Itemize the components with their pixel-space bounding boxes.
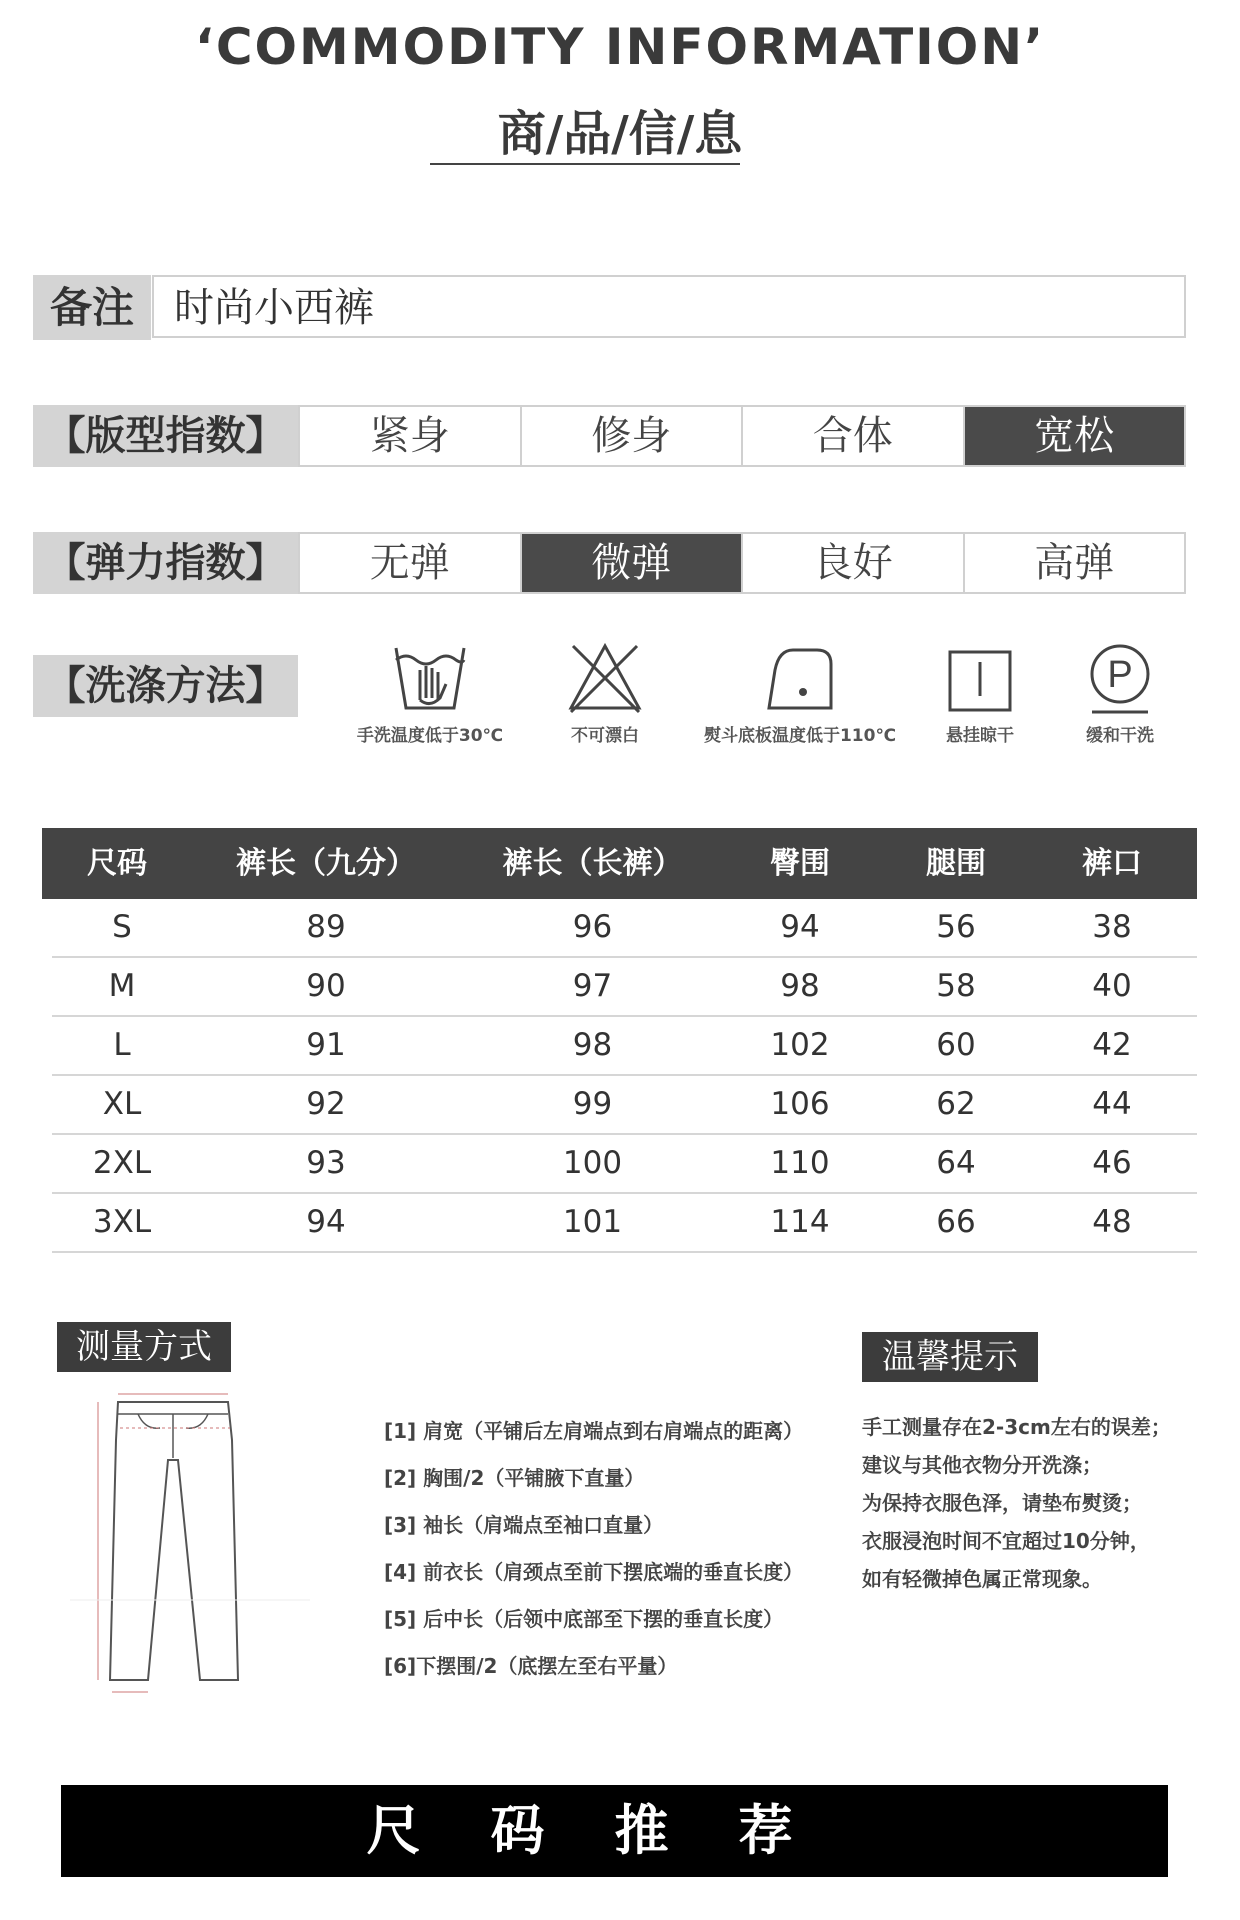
wash-label: 【洗涤方法】 [33, 655, 298, 717]
cell-size: M [108, 968, 136, 1004]
measure-label: 测量方式 [57, 1322, 231, 1372]
wash-caption-iron: 熨斗底板温度低于110℃ [703, 726, 897, 746]
pants-diagram [60, 1380, 320, 1710]
stretch-index-options [298, 532, 1186, 594]
cell-length-full: 97 [572, 968, 613, 1004]
cell-length-full: 96 [572, 909, 613, 945]
cell-hip: 98 [780, 968, 820, 1004]
cell-size: XL [102, 1086, 142, 1122]
cell-hip: 110 [770, 1145, 830, 1181]
header-length-cropped: 裤长（九分） [236, 846, 416, 881]
cell-hem: 38 [1092, 909, 1132, 945]
cell-thigh: 64 [936, 1145, 976, 1181]
cell-hip: 94 [780, 909, 820, 945]
stretch-option-slight: 微弹 [522, 534, 744, 592]
table-row [52, 1194, 1197, 1253]
measure-item: [2] 胸围/2（平铺腋下直量） [384, 1466, 645, 1490]
cell-length-cropped: 89 [306, 909, 346, 945]
cell-thigh: 62 [936, 1086, 976, 1122]
cell-length-full: 98 [572, 1027, 613, 1063]
tips-label: 温馨提示 [862, 1332, 1038, 1382]
fit-index-label: 【版型指数】 [33, 405, 298, 467]
stretch-option-none: 无弹 [300, 534, 522, 592]
fit-option-tight: 紧身 [300, 407, 522, 465]
wash-item-hand [350, 640, 510, 746]
measure-item: [1] 肩宽（平铺后左肩端点到右肩端点的距离） [384, 1419, 804, 1443]
tip-line: 建议与其他衣物分开洗涤； [862, 1453, 1102, 1477]
fit-option-slim: 修身 [522, 407, 744, 465]
dry-clean-icon [1080, 640, 1160, 715]
size-recommend-banner: 尺码推荐 [61, 1785, 1168, 1877]
header-size: 尺码 [87, 846, 147, 881]
cell-size: L [113, 1027, 131, 1063]
cell-hem: 46 [1092, 1145, 1132, 1181]
cell-thigh: 56 [936, 909, 976, 945]
remark-label: 备注 [33, 275, 151, 340]
title-chinese: 商/品/信/息 [497, 106, 743, 162]
header-thigh: 腿围 [926, 846, 986, 881]
wash-item-hang [920, 640, 1040, 746]
stretch-option-high: 高弹 [1034, 540, 1115, 586]
wash-caption-hang: 悬挂晾干 [946, 726, 1014, 746]
cell-thigh: 60 [936, 1027, 976, 1063]
table-row [52, 1076, 1197, 1135]
remark-value: 时尚小西裤 [152, 275, 1186, 338]
fit-option-regular: 合体 [743, 407, 965, 465]
iron-icon [755, 640, 845, 715]
header-hip: 臀围 [770, 846, 830, 881]
fit-option-loose: 宽松 [965, 407, 1185, 465]
wash-caption-bleach: 不可漂白 [571, 726, 639, 746]
table-row [52, 1017, 1197, 1076]
cell-hip: 114 [770, 1204, 830, 1240]
cell-size: 3XL [92, 1204, 152, 1240]
tips-list [862, 1408, 1171, 1598]
cell-hem: 44 [1092, 1086, 1132, 1122]
table-row [52, 899, 1197, 958]
tip-line: 如有轻微掉色属正常现象。 [862, 1567, 1102, 1591]
cell-hem: 40 [1092, 968, 1132, 1004]
wash-item-bleach [545, 640, 665, 746]
tip-line: 为保持衣服色泽，请垫布熨烫； [862, 1491, 1142, 1515]
cell-hip: 106 [770, 1086, 830, 1122]
measure-item: [4] 前衣长（肩颈点至前下摆底端的垂直长度） [384, 1560, 804, 1584]
size-table-header [42, 828, 1197, 899]
tip-line: 衣服浸泡时间不宜超过10分钟， [862, 1529, 1150, 1553]
cell-length-cropped: 93 [306, 1145, 346, 1181]
cell-hip: 102 [770, 1027, 830, 1063]
no-bleach-icon [565, 640, 645, 715]
header-length-full: 裤长（长裤） [502, 846, 683, 881]
cell-thigh: 58 [936, 968, 976, 1004]
tip-line: 手工测量存在2-3cm左右的误差； [862, 1415, 1171, 1439]
cell-thigh: 66 [936, 1204, 976, 1240]
wash-caption-dryclean: 缓和干洗 [1086, 726, 1154, 746]
measure-item: [3] 袖长（肩端点至袖口直量） [384, 1513, 664, 1537]
table-row [52, 958, 1197, 1017]
cell-length-full: 101 [562, 1204, 623, 1240]
cell-length-full: 100 [562, 1145, 623, 1181]
stretch-option-good: 良好 [743, 534, 965, 592]
table-row [52, 1135, 1197, 1194]
cell-hem: 42 [1092, 1027, 1132, 1063]
wash-item-dryclean [1060, 640, 1180, 746]
cell-size: 2XL [92, 1145, 152, 1181]
cell-length-full: 99 [572, 1086, 613, 1122]
hang-dry-icon [940, 640, 1020, 715]
measure-item: [5] 后中长（后领中底部至下摆的垂直长度） [384, 1607, 784, 1631]
size-table [42, 828, 1197, 1253]
measure-list [384, 1408, 803, 1690]
stretch-index-label: 【弹力指数】 [33, 532, 298, 594]
fit-index-options [298, 405, 1186, 467]
cell-length-cropped: 91 [306, 1027, 346, 1063]
cell-length-cropped: 90 [306, 968, 346, 1004]
measure-item: [6]下摆围/2（底摆左至右平量） [384, 1654, 678, 1678]
cell-hem: 48 [1092, 1204, 1132, 1240]
title-english: ‘COMMODITY INFORMATION’ [194, 18, 1046, 76]
title-underline [430, 163, 740, 165]
wash-item-iron [690, 640, 910, 746]
wash-caption-hand: 手洗温度低于30℃ [356, 726, 504, 746]
header-hem: 裤口 [1082, 846, 1142, 881]
hand-wash-icon [390, 640, 470, 715]
svg-text:P: P [1107, 654, 1133, 696]
cell-size: S [112, 909, 132, 945]
cell-length-cropped: 92 [306, 1086, 346, 1122]
cell-length-cropped: 94 [306, 1204, 346, 1240]
